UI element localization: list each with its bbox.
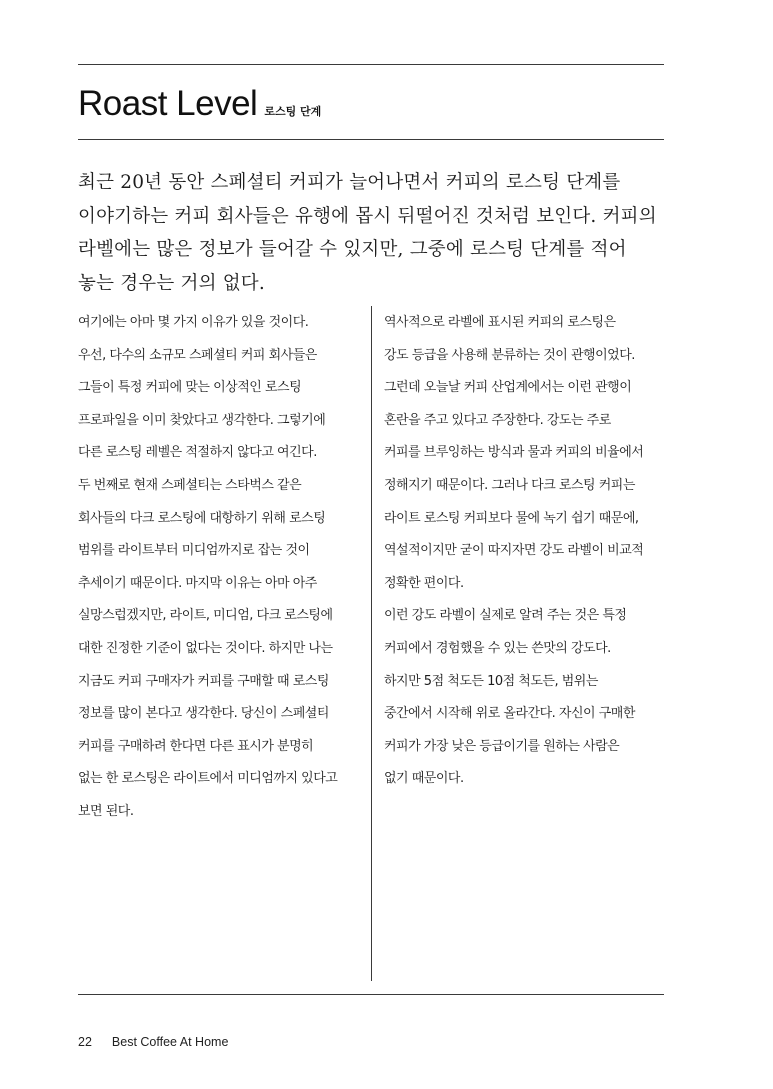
page-number: 22 (78, 1035, 92, 1049)
body-column-left (78, 307, 363, 829)
body-line: 그들이 특정 커피에 맞는 이상적인 로스팅 (78, 380, 302, 396)
body-line: 지금도 커피 구매자가 커피를 구매할 때 로스팅 (78, 673, 329, 689)
body-line: 역사적으로 라벨에 표시된 커피의 로스팅은 (384, 315, 616, 330)
body-line: 실망스럽겠지만, 라이트, 미디엄, 다크 로스팅에 (78, 608, 333, 624)
body-line: 없는 한 로스팅은 라이트에서 미디엄까지 있다고 (78, 771, 338, 787)
body-line: 커피가 가장 낮은 등급이기를 원하는 사람은 (384, 738, 620, 754)
body-line: 프로파일을 이미 찾았다고 생각한다. 그렇기에 (78, 412, 326, 428)
body-line: 이런 강도 라벨이 실제로 알려 주는 것은 특정 (384, 608, 627, 624)
body-line: 정보를 많이 본다고 생각한다. 당신이 스페셜티 (78, 706, 329, 722)
body-line: 두 번째로 현재 스페셜티는 스타벅스 같은 (78, 477, 302, 493)
body-line: 회사들의 다크 로스팅에 대항하기 위해 로스팅 (78, 510, 326, 526)
body-line: 정확한 편이다. (384, 575, 464, 591)
body-line: 커피에서 경험했을 수 있는 쓴맛의 강도다. (384, 640, 611, 656)
body-line: 대한 진정한 기준이 없다는 것이다. 하지만 나는 (78, 640, 333, 656)
body-line: 중간에서 시작해 위로 올라간다. 자신이 구매한 (384, 706, 635, 722)
body-line: 여기에는 아마 몇 가지 이유가 있을 것이다. (78, 315, 309, 330)
body-line: 커피를 브루잉하는 방식과 물과 커피의 비율에서 (384, 445, 644, 461)
page-subtitle: 로스팅 단계 (264, 105, 322, 118)
heading-rule (78, 139, 664, 140)
top-rule (78, 64, 664, 65)
page-footer (78, 1035, 228, 1049)
body-line: 범위를 라이트부터 미디엄까지로 잡는 것이 (78, 543, 310, 559)
body-line: 보면 된다. (78, 803, 134, 819)
body-line: 우선, 다수의 소규모 스페셜티 커피 회사들은 (78, 347, 317, 363)
column-divider (371, 306, 372, 981)
body-line: 라이트 로스팅 커피보다 물에 녹기 쉽기 때문에, (384, 510, 639, 526)
body-line: 역설적이지만 굳이 따지자면 강도 라벨이 비교적 (384, 543, 644, 559)
body-line: 강도 등급을 사용해 분류하는 것이 관행이었다. (384, 347, 635, 363)
body-line: 혼란을 주고 있다고 주장한다. 강도는 주로 (384, 412, 611, 428)
lead-line: 라벨에는 많은 정보가 들어갈 수 있지만, 그중에 로스팅 단계를 적어 (78, 239, 627, 260)
lead-line: 이야기하는 커피 회사들은 유행에 몹시 뒤떨어진 것처럼 보인다. 커피의 (78, 205, 657, 227)
body-line: 커피를 구매하려 한다면 다른 표시가 분명히 (78, 738, 314, 754)
body-column-right (384, 307, 669, 796)
body-line: 다른 로스팅 레벨은 적절하지 않다고 여긴다. (78, 445, 317, 461)
page-title: Roast Level (78, 84, 258, 123)
body-line: 없기 때문이다. (384, 771, 464, 787)
body-line: 하지만 5점 척도든 10점 척도든, 범위는 (384, 673, 598, 689)
lead-paragraph (78, 166, 666, 300)
body-line: 추세이기 때문이다. 마지막 이유는 아마 아주 (78, 575, 317, 591)
lead-line: 놓는 경우는 거의 없다. (78, 272, 265, 294)
lead-line: 최근 20년 동안 스페셜티 커피가 늘어나면서 커피의 로스팅 단계를 (78, 172, 621, 193)
body-line: 그런데 오늘날 커피 산업계에서는 이런 관행이 (384, 380, 632, 396)
section-heading (78, 84, 321, 124)
body-line: 정해지기 때문이다. 그러나 다크 로스팅 커피는 (384, 477, 635, 493)
book-title: Best Coffee At Home (111, 1035, 229, 1049)
footer-rule (78, 994, 664, 995)
